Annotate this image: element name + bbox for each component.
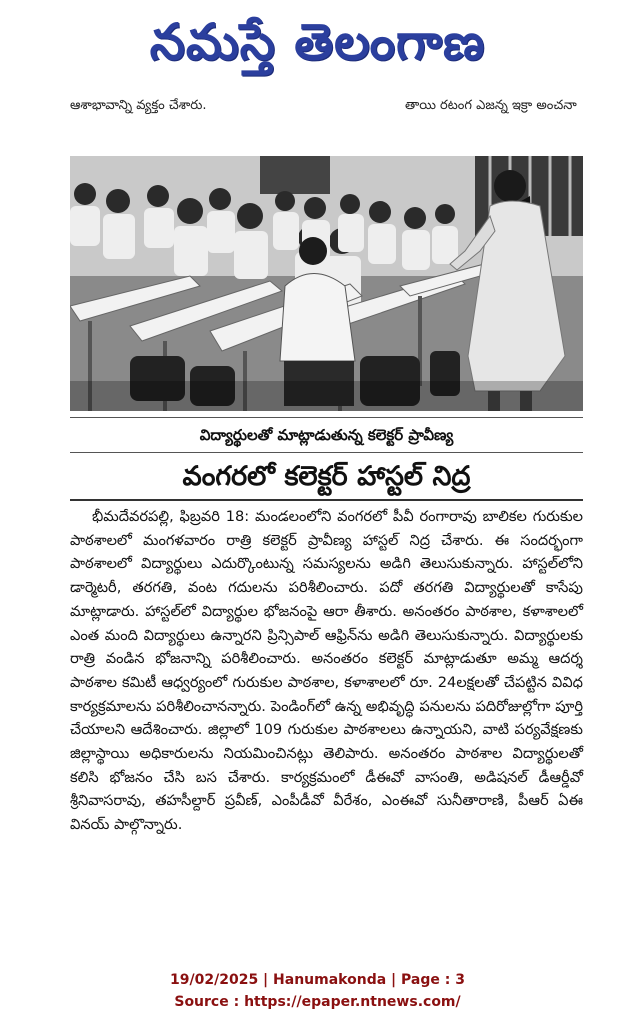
- footer-source-link[interactable]: Source : https://epaper.ntnews.com/: [174, 994, 461, 1010]
- newspaper-logo: నమస్తే తెలంగాణ: [149, 13, 486, 71]
- photo-caption: విద్యార్థులతో మాట్లాడుతున్న కలెక్టర్ ప్రావీణ్య: [70, 417, 583, 453]
- previous-article-strip: [0, 93, 635, 119]
- strip-left-text: ఆశాభావాన్ని వ్యక్తం చేశారు.: [70, 98, 207, 113]
- footer-edition-info: 19/02/2025 | Hanumakonda | Page : 3: [170, 972, 465, 988]
- article-headline: వంగరలో కలెక్టర్ హాస్టల్ నిద్ర: [70, 455, 583, 501]
- article-body: భీమదేవరపల్లి, ఫిబ్రవరి 18: మండలంలోని వంగరలో పీవీ రంగారావు బాలికల గురుకుల పాఠశాలలో మంగళవారం రాత్రి కలెక్టర్ ప్రావీణ్య హాస్టల్ నిద్ర చేశారు. ఈ సందర్భంగా పాఠశాలలో విద్యార్థులు ఎదుర్కొంటున్న సమస్యలను అడిగి తెలుసుకున్నారు. హాస్టల్‌లోని డార్మెటరీ, తరగతి, వంట గదులను పరిశీలించారు. పదో తరగతి విద్యార్థులతో కాసేపు మాట్లాడారు. హాస్టల్‌లో విద్యార్థుల భోజనంపై ఆరా తీశారు. అనంతరం పాఠశాల, కళాశాలలో ఎంత మంది విద్యార్థులు ఉన్నారని ప్రిన్సిపాల్ ఆఫ్రిన్‌ను అడిగి తెలుసుకున్నారు. విద్యార్థులకు రాత్రి వండిన భోజనాన్ని పరిశీలించారు. అనంతరం కలెక్టర్ మాట్లాడుతూ అమ్మ ఆదర్శ పాఠశాల కమిటీ ఆధ్వర్యంలో గురుకుల పాఠశాల, కళాశాలలో రూ. 24లక్షలతో చేపట్టిన వివిధ కార్యక్రమాలను పరిశీలించానన్నారు. పెండింగ్‌లో ఉన్న అభివృద్ధి పనులను పదిరోజుల్లోగా పూర్తి చేయాలని ఆదేశించారు. జిల్లాలో 109 గురుకుల పాఠశాలలు ఉన్నాయని, వాటి పర్యవేక్షణకు జిల్లాస్థాయి అధికారులను నియమించినట్లు తెలిపారు. అనంతరం పాఠశాల విద్యార్థులతో కలిసి భోజనం చేసి బస చేశారు. కార్యక్రమంలో డీఈవో వాసంతి, అడిషనల్ డీఆర్డీవో శ్రీనివాసరావు, తహసీల్దార్ ప్రవీణ్, ఎంపీడీవో వీరేశం, ఎంఈవో సునీతారాణి, పీఆర్ ఏఈ వినయ్ పాల్గొన్నారు.: [70, 508, 583, 834]
- news-photo: [70, 156, 583, 411]
- classroom-photo-illustration: [70, 156, 583, 411]
- strip-right-text: తాయి రటంగ ఎజన్న ఇక్రా అంచనా: [405, 98, 577, 113]
- masthead: [0, 0, 635, 88]
